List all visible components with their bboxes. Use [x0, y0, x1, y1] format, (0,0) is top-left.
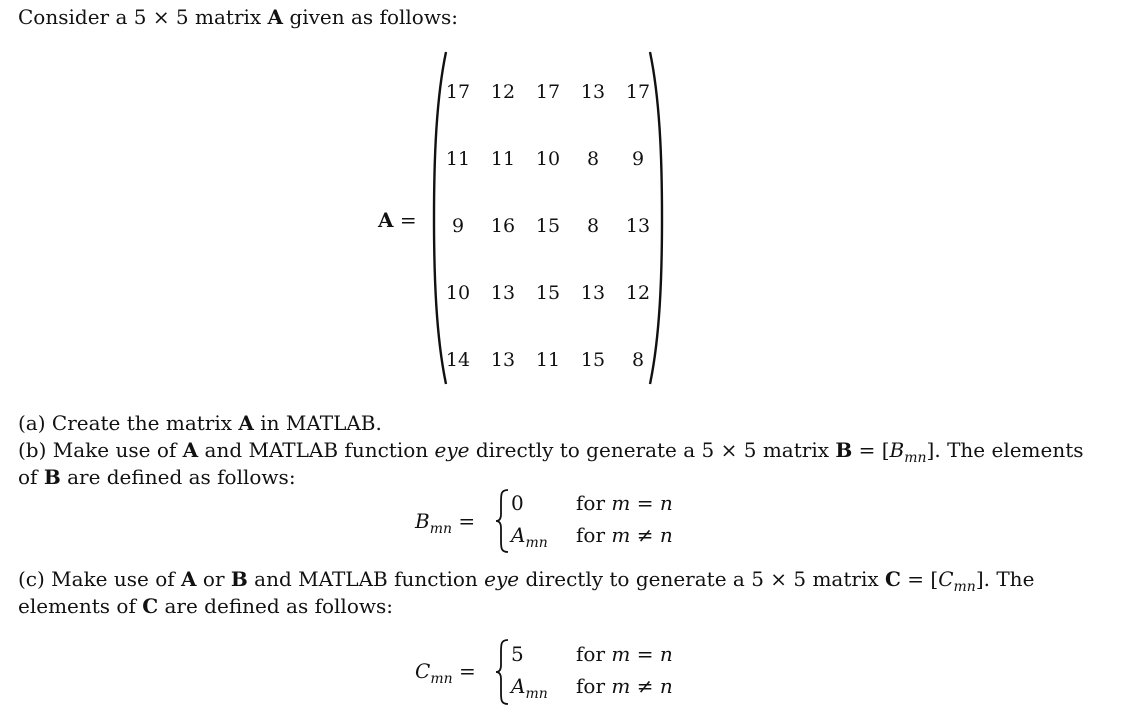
part-c-line2-prefix: elements of [18, 594, 136, 618]
matrix-cell: 12 [490, 81, 516, 103]
c-case2-value-sub: mn [525, 686, 548, 702]
part-b-dims: 5 × 5 [701, 438, 757, 462]
c-def-brace [494, 638, 510, 706]
part-b-line2-suffix: are defined as follows: [67, 465, 296, 489]
c-def-lhs-symbol: C [415, 659, 431, 683]
part-c-mid1: and MATLAB function [254, 567, 478, 591]
b-case1-for: for [576, 491, 606, 515]
matrix-cell: 11 [490, 148, 516, 170]
part-b-trail: The elements [947, 438, 1084, 462]
matrix-cell: 10 [535, 148, 561, 170]
b-def-lhs [415, 508, 475, 537]
matrix-cell: 9 [631, 148, 645, 170]
b-def-case2-value [511, 522, 548, 551]
matrix-cell: 17 [445, 81, 471, 103]
b-case2-value-text: A [511, 523, 526, 547]
part-b-line2-symbol: B [43, 465, 61, 489]
part-c-line2-symbol: C [142, 594, 159, 618]
part-b-mid2: directly to generate a [475, 438, 696, 462]
intro-line [18, 4, 458, 30]
part-b-label: (b) Make use of [18, 438, 177, 462]
intro-symbol: A [267, 5, 284, 29]
part-b-mid3: matrix [762, 438, 829, 462]
matrix-cell: 10 [445, 282, 471, 304]
matrix-cell: 15 [535, 282, 561, 304]
matrix-cell: 17 [535, 81, 561, 103]
part-c-mid0: or [202, 567, 225, 591]
matrix-cell: 11 [445, 148, 471, 170]
c-def-lhs-sub: mn [430, 671, 453, 687]
intro-dims: 5 × 5 [133, 5, 189, 29]
part-a-symbol: A [238, 411, 254, 435]
part-a-suffix: in MATLAB. [260, 411, 382, 435]
matrix-cell: 12 [625, 282, 651, 304]
b-def-brace [494, 488, 510, 554]
intro-prefix: Consider a [18, 5, 128, 29]
matrix-cell: 13 [625, 215, 651, 237]
intro-suffix: given as follows: [289, 5, 458, 29]
matrix-cell: 14 [445, 349, 471, 371]
part-a-line [18, 410, 382, 436]
part-c-line2 [18, 593, 393, 619]
matrix-cell: 15 [535, 215, 561, 237]
c-case2-for: for [576, 674, 606, 698]
part-b-mid1: and MATLAB function [204, 438, 429, 462]
b-case2-value-sub: mn [525, 535, 548, 551]
matrix-cell: 8 [586, 148, 600, 170]
b-def-case1-value [511, 490, 524, 516]
c-case2-cond-text: m ≠ n [611, 674, 673, 698]
part-c-func: eye [484, 567, 520, 591]
b-def-lhs-sub: mn [429, 521, 452, 537]
matrix-cell: 15 [580, 349, 606, 371]
matrix-cell: 13 [580, 81, 606, 103]
b-case2-cond-text: m ≠ n [611, 523, 673, 547]
b-case1-cond-text: m = n [611, 491, 673, 515]
matrix-lhs-eq: = [399, 208, 417, 232]
part-c-symbol-c: C [885, 567, 901, 591]
matrix-cell: 8 [586, 215, 600, 237]
c-def-lhs [415, 658, 476, 687]
b-def-case2-cond [576, 522, 673, 548]
part-c-symbol-a: A [181, 567, 197, 591]
matrix-cell: 9 [451, 215, 465, 237]
part-b-eq: = [ [858, 438, 890, 462]
part-b-elem-sub: mn [904, 450, 927, 466]
part-c-elem-sub: mn [953, 579, 976, 595]
part-c-mid2: directly to generate a [525, 567, 745, 591]
part-c-elem: C [938, 567, 954, 591]
b-def-lhs-symbol: B [415, 509, 430, 533]
matrix-cell: 17 [625, 81, 651, 103]
matrix-cell: 11 [535, 349, 561, 371]
part-c-close: ]. [975, 567, 990, 591]
matrix-cell: 16 [490, 215, 516, 237]
part-c-trail: The [996, 567, 1035, 591]
matrix-cell: 8 [631, 349, 645, 371]
part-c-label: (c) Make use of [18, 567, 175, 591]
part-b-line2-prefix: of [18, 465, 38, 489]
c-def-case2-cond [576, 673, 673, 699]
part-b-symbol-a: A [182, 438, 199, 462]
part-c-symbol-b: B [230, 567, 248, 591]
matrix-lhs-symbol: A [378, 208, 394, 232]
c-case1-for: for [576, 642, 606, 666]
part-c-mid3: matrix [812, 567, 879, 591]
part-c-eq: = [ [907, 567, 939, 591]
intro-mid: matrix [195, 5, 262, 29]
c-case1-value-text: 5 [511, 642, 524, 666]
part-a-label: (a) Create the matrix [18, 411, 233, 435]
c-case2-value-text: A [511, 674, 526, 698]
part-c-dims: 5 × 5 [751, 567, 807, 591]
c-def-eq: = [458, 659, 476, 683]
part-c-line2-suffix: are defined as follows: [164, 594, 393, 618]
part-b-line1 [18, 437, 1084, 466]
b-def-eq: = [458, 509, 476, 533]
b-case1-value-text: 0 [511, 491, 524, 515]
part-b-func: eye [434, 438, 470, 462]
c-case1-cond-text: m = n [611, 642, 673, 666]
part-b-line2 [18, 464, 296, 490]
part-b-elem: B [889, 438, 905, 462]
matrix-lhs [378, 207, 417, 233]
c-def-case1-value [511, 641, 524, 667]
c-def-case2-value [511, 673, 548, 702]
c-def-case1-cond [576, 641, 673, 667]
part-c-line1 [18, 566, 1034, 595]
matrix-cell: 13 [490, 349, 516, 371]
part-b-symbol-b: B [835, 438, 853, 462]
b-case2-for: for [576, 523, 606, 547]
matrix-cell: 13 [490, 282, 516, 304]
b-def-case1-cond [576, 490, 673, 516]
part-b-close: ]. [926, 438, 941, 462]
matrix-cell: 13 [580, 282, 606, 304]
